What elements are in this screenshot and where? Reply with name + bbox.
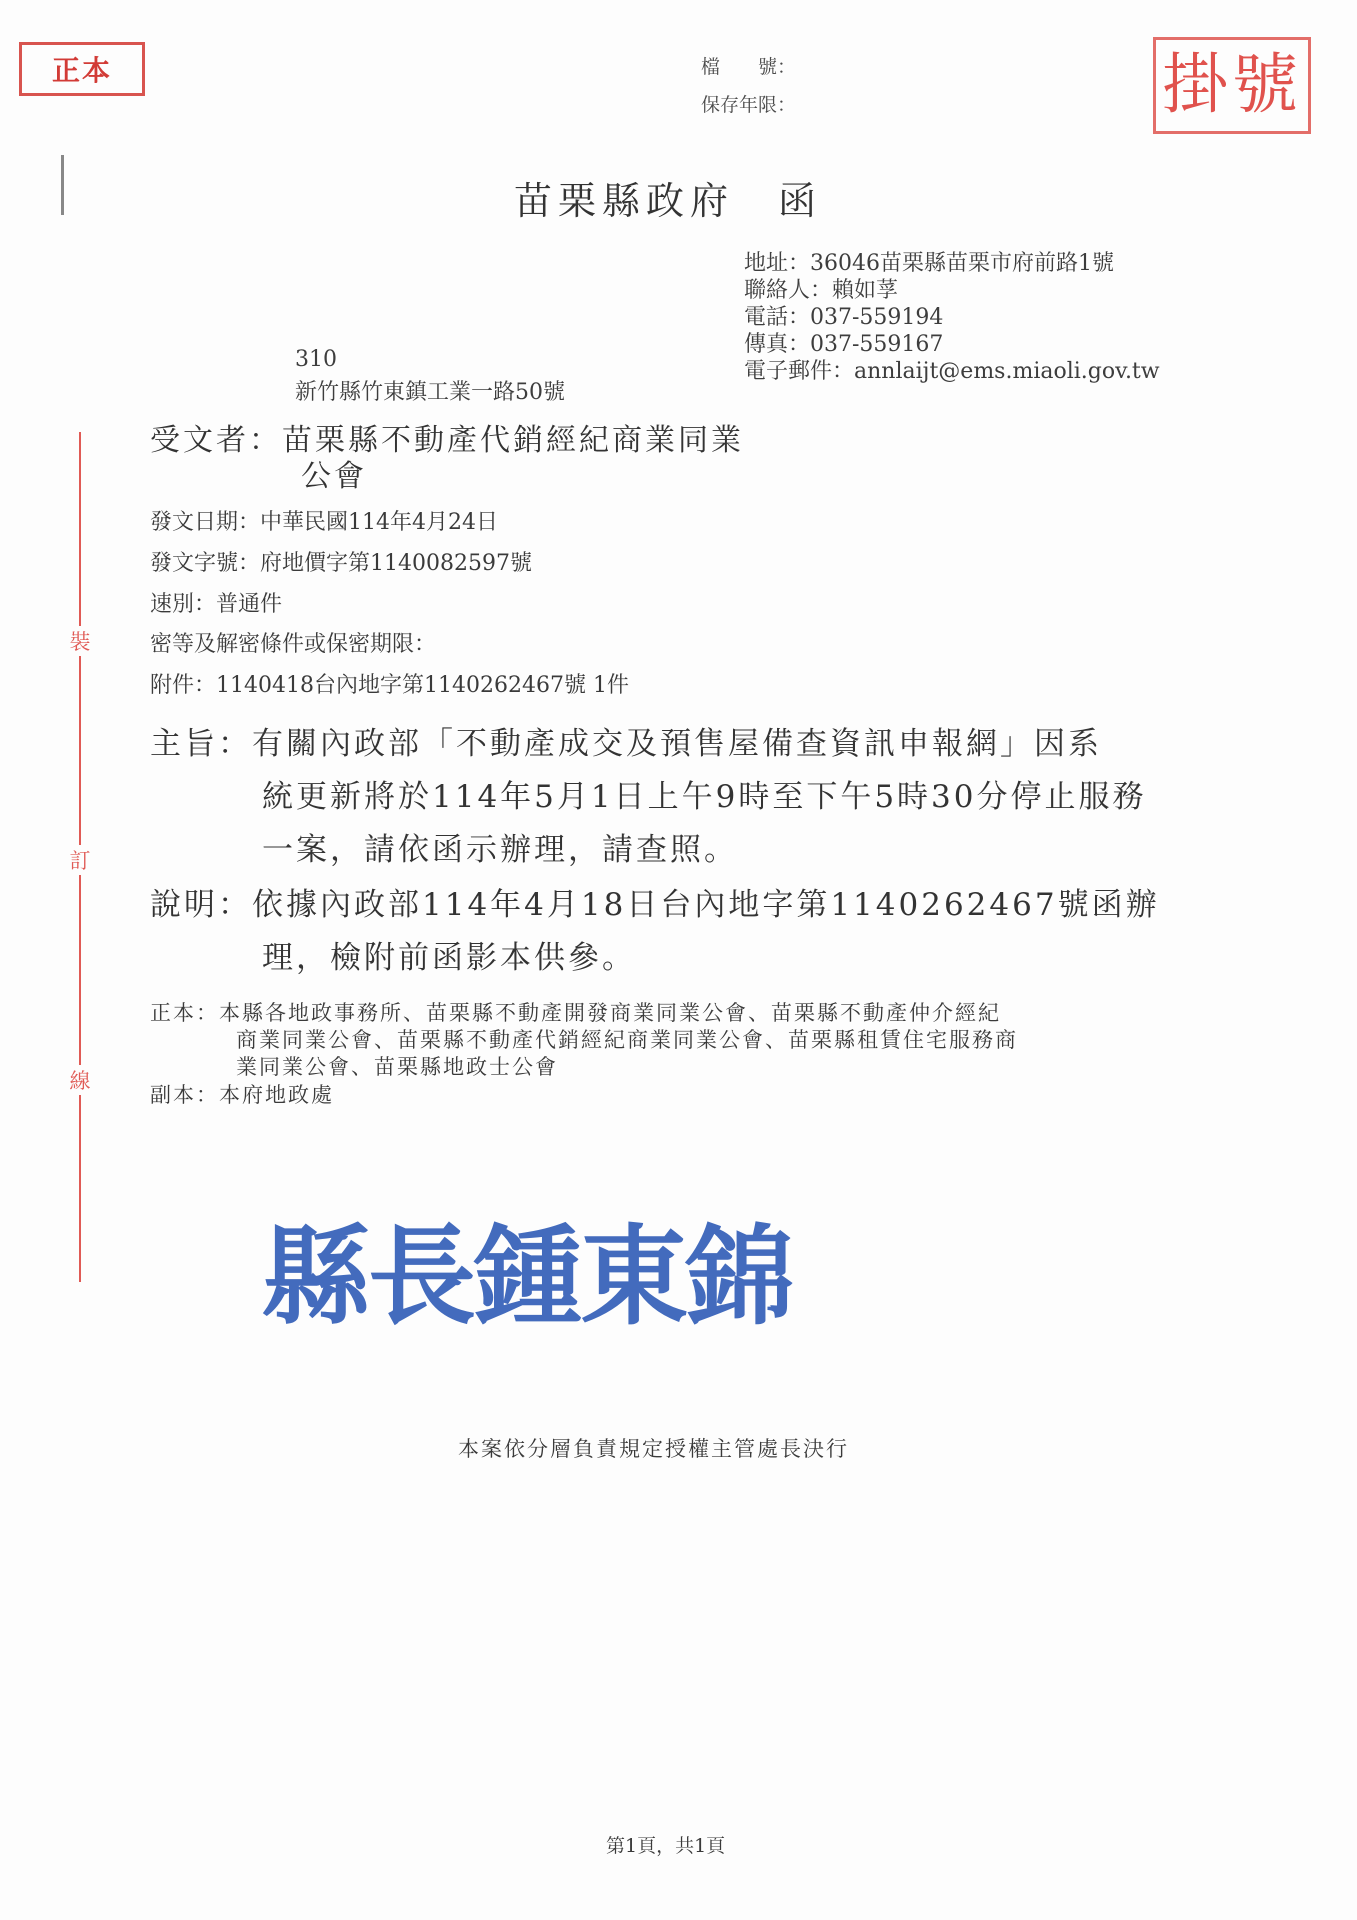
binding-char-ding: 訂 (66, 845, 94, 875)
margin-mark (61, 155, 64, 215)
recipient-street-address: 新竹縣竹東鎮工業一路50號 (295, 380, 565, 405)
document-title: 苗栗縣政府 函 (514, 179, 823, 223)
contact-email: 電子郵件：annlaijt@ems.miaoli.gov.tw (744, 359, 1160, 384)
receiver-line-2: 公會 (301, 459, 367, 494)
magistrate-signature-stamp: 縣長鍾東錦 (262, 1214, 793, 1340)
authorization-note: 本案依分層負責規定授權主管處長決行 (458, 1437, 849, 1461)
original-recipients-line-2: 商業同業公會、苗栗縣不動產代銷經紀商業同業公會、苗栗縣租賃住宅服務商 (236, 1028, 1018, 1052)
contact-fax: 傳真：037-559167 (744, 332, 944, 357)
recipient-postal-code: 310 (295, 347, 337, 372)
file-number-label: 檔 號： (701, 56, 797, 78)
original-recipients-line-3: 業同業公會、苗栗縣地政士公會 (236, 1055, 558, 1079)
issue-date: 發文日期：中華民國114年4月24日 (150, 510, 498, 535)
subject-line-3: 一案，請依函示辦理，請查照。 (262, 832, 738, 868)
binding-char-zhuang: 裝 (66, 626, 94, 656)
copy-recipients: 副本：本府地政處 (150, 1083, 334, 1107)
attachment: 附件：1140418台內地字第1140262467號 1件 (150, 673, 629, 698)
contact-phone: 電話：037-559194 (744, 305, 944, 330)
receiver-line-1: 受文者：苗栗縣不動產代銷經紀商業同業 (150, 423, 744, 458)
subject-line-2: 統更新將於114年5月1日上午9時至下午5時30分停止服務 (262, 779, 1147, 815)
registered-mail-stamp: 掛號 (1153, 37, 1311, 134)
contact-person: 聯絡人：賴如莩 (744, 278, 899, 303)
sender-address: 地址：36046苗栗縣苗栗市府前路1號 (744, 251, 1114, 276)
delivery-speed: 速別：普通件 (150, 592, 283, 617)
secrecy-level: 密等及解密條件或保密期限： (150, 632, 437, 657)
explanation-line-1: 說明：依據內政部114年4月18日台內地字第1140262467號函辦 (150, 887, 1160, 923)
binding-char-xian: 線 (66, 1065, 94, 1095)
page-number: 第1頁，共1頁 (606, 1835, 726, 1857)
subject-line-1: 主旨：有關內政部「不動產成交及預售屋備查資訊申報網」因系 (150, 726, 1102, 762)
original-copy-stamp: 正本 (19, 42, 145, 96)
original-recipients-line-1: 正本：本縣各地政事務所、苗栗縣不動產開發商業同業公會、苗栗縣不動產仲介經紀 (150, 1001, 1001, 1025)
document-number: 發文字號：府地價字第1140082597號 (150, 551, 532, 576)
retention-period-label: 保存年限： (701, 94, 797, 116)
explanation-line-2: 理，檢附前函影本供參。 (262, 940, 636, 976)
